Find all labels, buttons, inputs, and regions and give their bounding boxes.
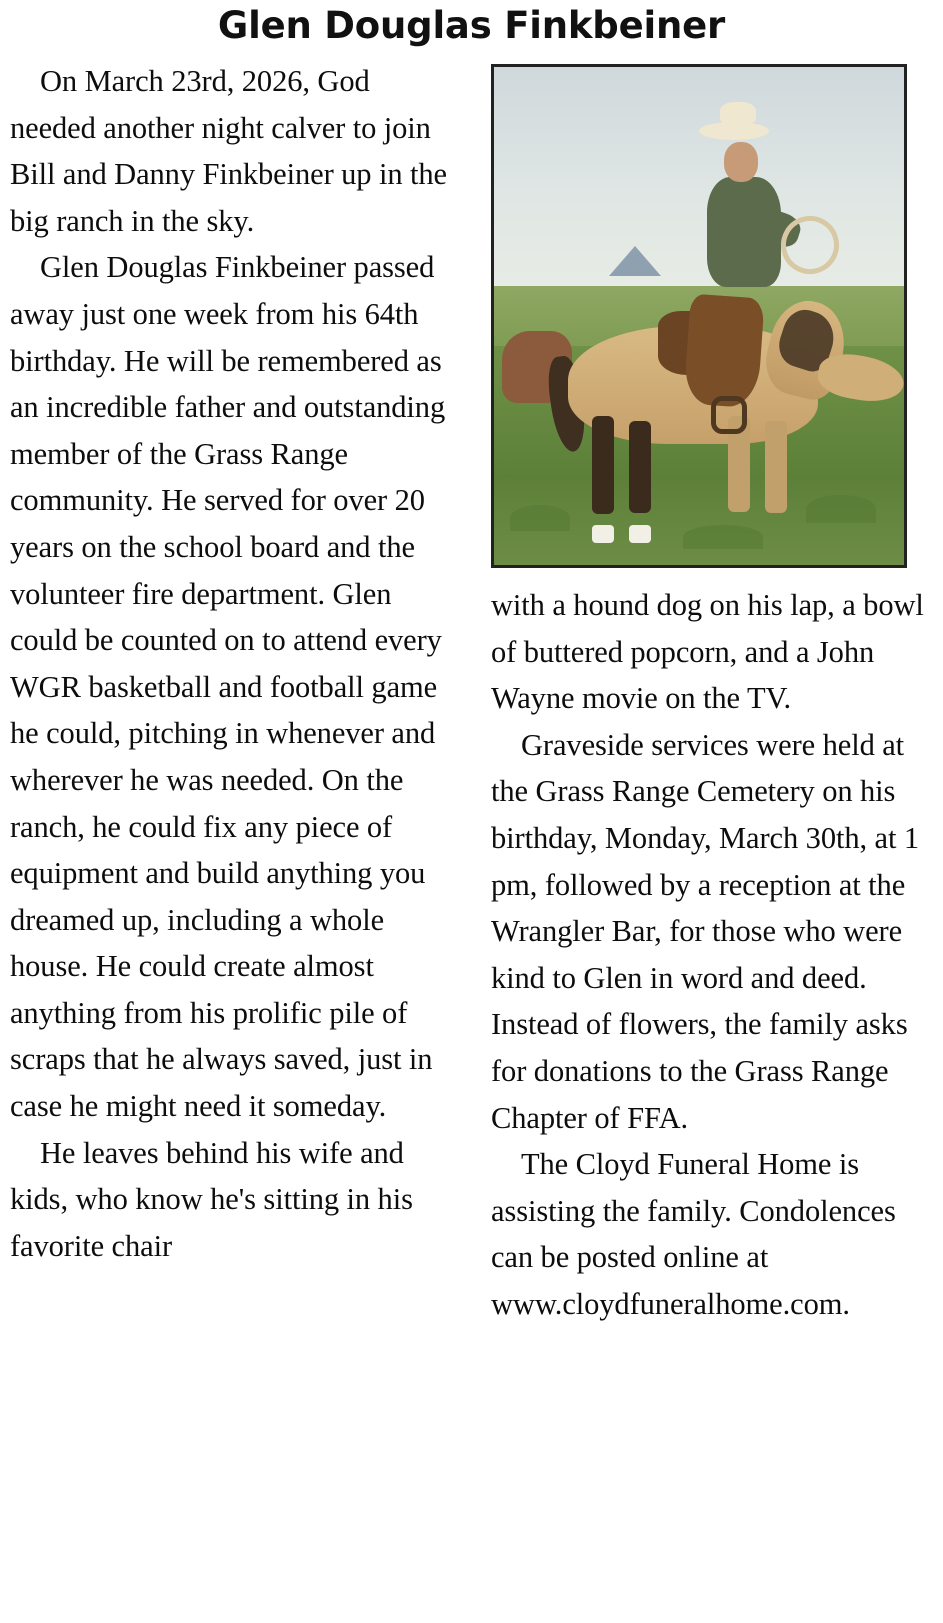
grass-tuft-shape [683,525,763,549]
paragraph: Glen Douglas Finkbeiner passed away just one week from his 64th birthday. He will be remembered as an incredible father and outstanding member of the Grass Range community. He served for over 20 years on the school board and the volunteer fire department. Glen could be counted on to attend every WGR basketball and football game he could, pitching in whenever and wherever he was needed. On the ranch, he could fix any piece of equipment and build anything you dreamed up, including a whole house. He could create almost anything from his prolific pile of scraps that he always saved, just in case he might need it someday. [10,250,446,1124]
cowboy-hat-brim-shape [699,122,769,140]
left-column [10,58,452,1269]
mountain-shape [609,246,661,276]
horse-sock-shape [592,525,614,543]
obituary-page [0,4,943,1623]
rider-head-shape [724,142,758,182]
paragraph: The Cloyd Funeral Home is assisting the family. Condolences can be posted online at www.cloydfuneralhome.com. [491,1147,896,1321]
article-columns [10,58,933,1618]
horse-sock-shape [629,525,651,543]
page-title: Glen Douglas Finkbeiner [217,4,726,47]
paragraph: On March 23rd, 2026, God needed another night calver to join Bill and Danny Finkbeiner up in the big ranch in the sky. [10,64,447,238]
cowboy-hat-crown-shape [720,102,756,124]
horse-leg-shape [592,416,614,514]
horse-leg-shape [765,421,787,513]
paragraph: with a hound dog on his lap, a bowl of buttered popcorn, and a John Wayne movie on the TV. [491,588,924,716]
paragraph: He leaves behind his wife and kids, who know he's sitting in his favorite chair [10,1135,413,1263]
grass-tuft-shape [510,505,570,531]
stirrup-shape [711,396,747,434]
right-column-text [491,582,933,1328]
obituary-photo [491,64,907,568]
right-column [491,58,933,1328]
sky-region [494,67,904,296]
paragraph: Graveside services were held at the Grass Range Cemetery on his birthday, Monday, March 30th, at 1 pm, followed by a reception at the Wrangler Bar, for those who were kind to Glen in word and deed. Instead of flowers, the family asks for donations to the Grass Range Chapter of FFA. [491,727,920,1135]
left-column-text [10,58,452,1269]
grass-tuft-shape [806,495,876,523]
horse-leg-shape [629,421,651,513]
